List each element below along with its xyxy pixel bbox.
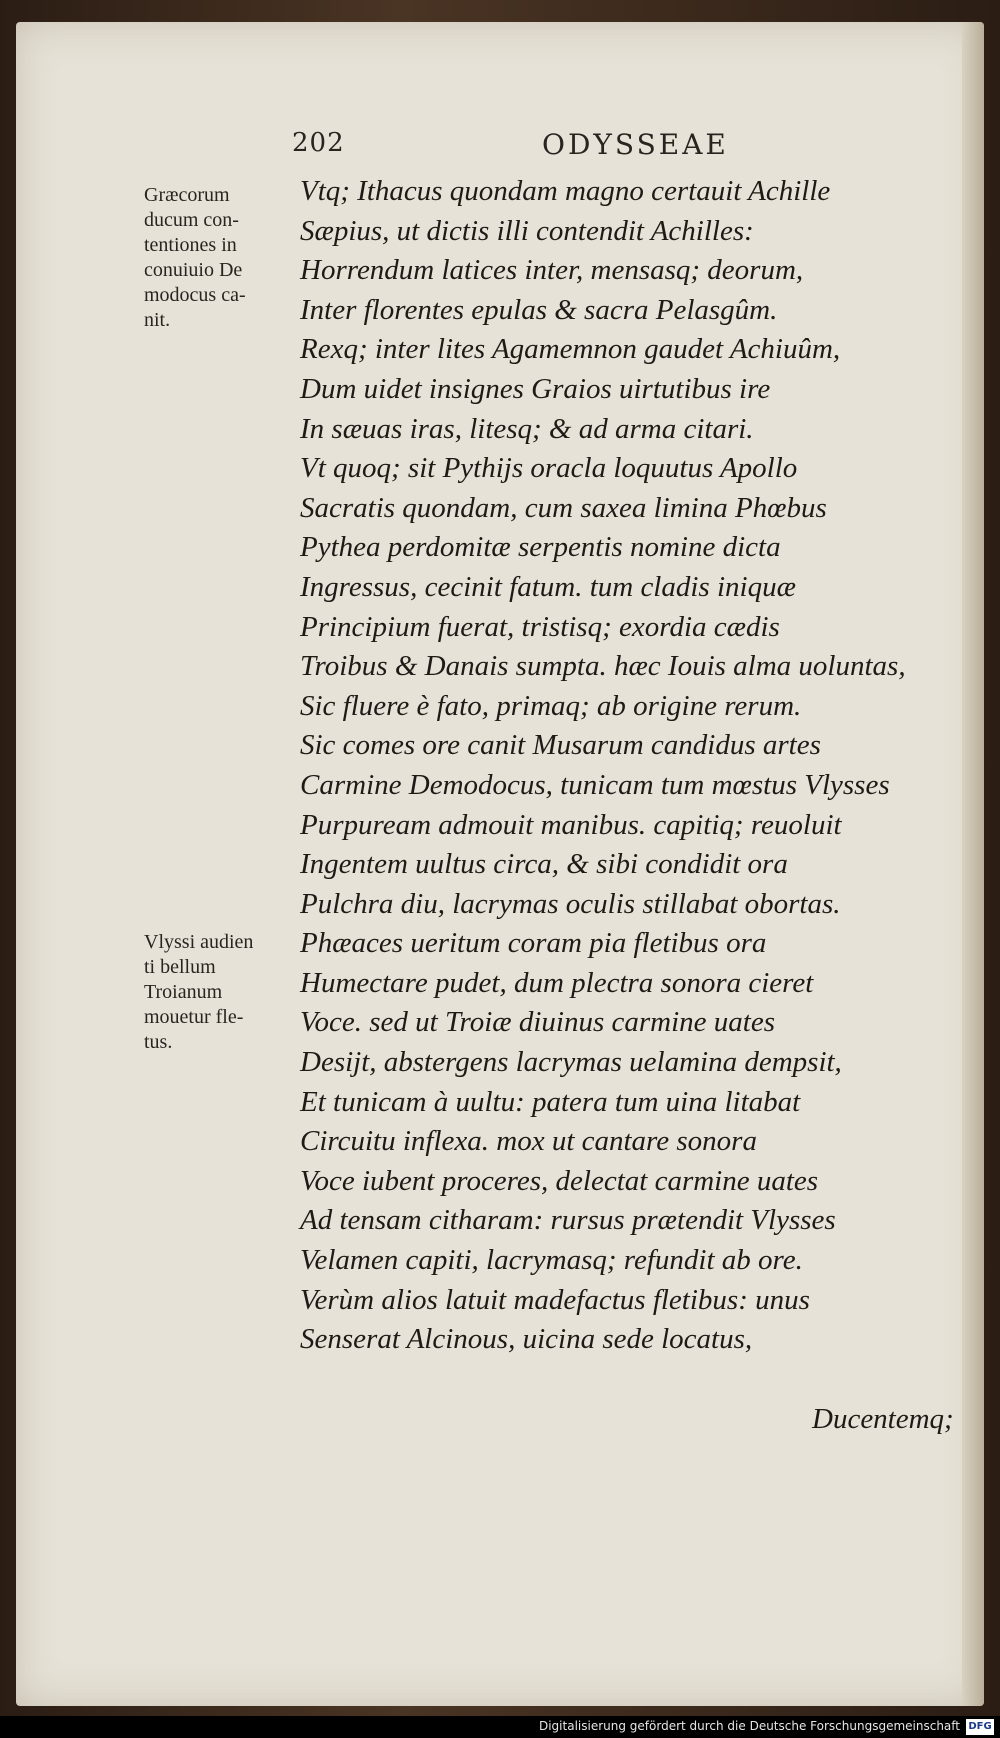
verse-line: Horrendum latices inter, mensasq; deorum,: [300, 254, 804, 287]
catchword: Ducentemq;: [812, 1403, 954, 1435]
verse-line: Ingressus, cecinit fatum. tum cladis iniquæ: [300, 570, 796, 603]
running-title: ODYSSEAE: [542, 128, 729, 161]
verse-line: Rexq; inter lites Agamemnon gaudet Achiuûm,: [300, 333, 841, 366]
dfg-logo-icon: DFG: [966, 1719, 994, 1735]
verse-line: Troibus & Danais sumpta. hæc Iouis alma uoluntas,: [300, 650, 906, 683]
marginal-line: conuiuio De: [144, 259, 243, 281]
verse-line: Verùm alios latuit madefactus fletibus: unus: [300, 1283, 810, 1316]
verse-line: Voce. sed ut Troiæ diuinus carmine uates: [300, 1006, 775, 1039]
marginal-line: tentiones in: [144, 234, 237, 256]
verse-line: Purpuream admouit manibus. capitiq; reuoluit: [300, 808, 842, 841]
marginal-line: ducum con-: [144, 209, 239, 231]
marginal-note-contentions: [144, 183, 294, 333]
marginal-line: Troianum: [144, 981, 223, 1003]
marginal-line: nit.: [144, 309, 171, 331]
marginal-line: tus.: [144, 1031, 173, 1053]
verse-line: In sæuas iras, litesq; & ad arma citari.: [300, 412, 754, 445]
verse-line: Carmine Demodocus, tunicam tum mœstus Vlysses: [300, 768, 890, 801]
page-edge: [962, 22, 984, 1706]
verse-line: Sæpius, ut dictis illi contendit Achilles:: [300, 214, 754, 247]
verse-line: Sacratis quondam, cum saxea limina Phœbus: [300, 491, 827, 524]
verse-line: Humectare pudet, dum plectra sonora cieret: [300, 966, 814, 999]
verse-line: Ad tensam citharam: rursus prætendit Vlysses: [300, 1204, 836, 1237]
verse-line: Pulchra diu, lacrymas oculis stillabat obortas.: [300, 887, 841, 920]
verse-line: Circuitu inflexa. mox ut cantare sonora: [300, 1125, 757, 1158]
digitization-footer: [0, 1716, 1000, 1738]
verse-line: Voce iubent proceres, delectat carmine uates: [300, 1164, 819, 1197]
footer-credit: Digitalisierung gefördert durch die Deutsche Forschungsgemeinschaft: [538, 1719, 960, 1733]
marginal-line: Græcorum: [144, 184, 230, 206]
verse-line: Phæaces ueritum coram pia fletibus ora: [300, 927, 767, 960]
verse-line: Principium fuerat, tristisq; exordia cædis: [300, 610, 780, 643]
verse-line: Senserat Alcinous, uicina sede locatus,: [300, 1323, 753, 1356]
page-number: 202: [292, 128, 345, 158]
verse-line: Velamen capiti, lacrymasq; refundit ab ore.: [300, 1244, 803, 1277]
verse-line: Vtq; Ithacus quondam magno certauit Achille: [300, 175, 831, 207]
verse-line: Vt quoq; sit Pythijs oracla loquutus Apollo: [300, 452, 798, 485]
verse-line: Ingentem uultus circa, & sibi condidit ora: [300, 848, 788, 881]
page-header: [256, 128, 776, 168]
verse-line: Sic fluere è fato, primaq; ab origine rerum.: [300, 689, 802, 722]
verse-line: Et tunicam à uultu: patera tum uina litabat: [300, 1085, 801, 1118]
marginal-line: ti bellum: [144, 956, 216, 978]
verse-line: Dum uidet insignes Graios uirtutibus ire: [300, 372, 771, 405]
verse-block: [300, 172, 960, 1360]
marginal-line: mouetur fle-: [144, 1006, 244, 1028]
verse-line: Sic comes ore canit Musarum candidus artes: [300, 729, 821, 762]
marginal-note-ulysses-weeps: [144, 930, 294, 1055]
marginal-line: modocus ca-: [144, 284, 246, 306]
verse-line: Pythea perdomitæ serpentis nomine dicta: [300, 531, 781, 564]
verse-line: Inter florentes epulas & sacra Pelasgûm.: [300, 293, 778, 326]
verse-line: Desijt, abstergens lacrymas uelamina dempsit,: [300, 1046, 842, 1079]
marginal-line: Vlyssi audien: [144, 931, 254, 953]
